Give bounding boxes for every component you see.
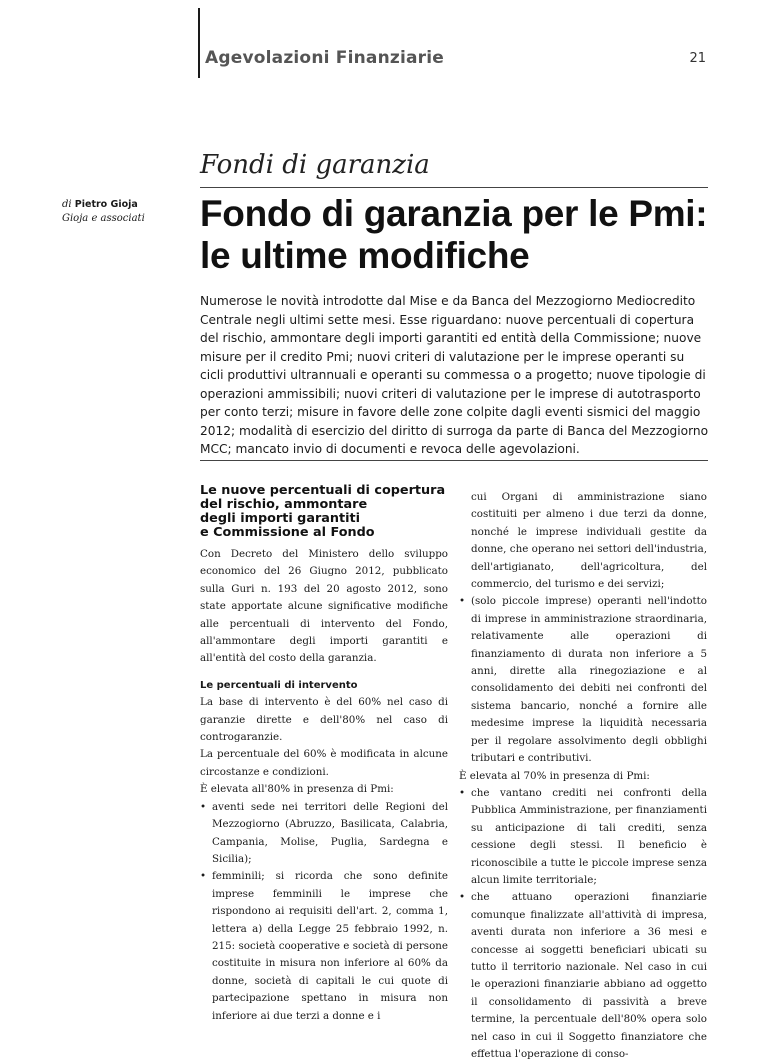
list-item: • femminili; si ricorda che sono definite imprese femminili le imprese che rispondono ai requisiti dell'art. 2, comma 1, lettera a) della Legge 25 febbraio 1992, n. 215: società cooperative e società di persone costituite in misura non inferiore al 60% da donne, società di capitali le cui quote di partecipazione spettano in misura non inferiore ai due terzi a donne e i bbox=[200, 868, 448, 1025]
body-paragraph: È elevata all'80% in presenza di Pmi: bbox=[200, 783, 394, 796]
list-item: • che attuano operazioni finanziarie comunque finalizzate all'attività di impresa, aventi durata non inferiore a 36 mesi e concesse ai soggetti beneficiari ubicati su tutto il territorio nazionale. Nel caso in cui le operazioni finanziarie abbiano ad oggetto il consolidamento di passività a breve termine, la percentuale dell'80% opera solo nel caso in cui il Soggetto finanziatore che effettua l'operazione di conso- bbox=[459, 889, 707, 1063]
body-paragraph: Con Decreto del Ministero dello sviluppo economico del 26 Giugno 2012, pubblicato sulla Guri n. 193 del 20 agosto 2012, sono state apportate alcune significative modifiche alle percentuali di intervento del Fondo, all'ammontare degli importi garantiti e all'entità del costo della garanzia. bbox=[200, 548, 448, 665]
lead-divider bbox=[200, 460, 708, 461]
author-affiliation: Gioja e associati bbox=[62, 213, 145, 224]
rubric-divider bbox=[200, 187, 708, 188]
body-paragraph: La percentuale del 60% è modificata in alcune circostanze e condizioni. bbox=[200, 748, 448, 778]
body-paragraph: La base di intervento è del 60% nel caso di garanzie dirette e dell'80% nel caso di controgaranzie. bbox=[200, 696, 448, 744]
lead-paragraph: Numerose le novità introdotte dal Mise e da Banca del Mezzogiorno Mediocredito Centrale negli ultimi sette mesi. Esse riguardano: nuove percentuali di copertura del rischio, ammontare degli importi garantiti ed entità della Commissione; nuove misure per il credito Pmi; nuovi criteri di valutazione per le imprese operanti su cicli produttivi ultrannuali e operanti su commessa o a progetto; nuove tipologie di operazioni ammissibili; nuovi criteri di valutazione per le imprese di autotrasporto per conto terzi; misure in favore delle zone colpite dagli eventi sismici del maggio 2012; modalità di esercizio del diritto di surroga da parte di Banca del Mezzogiorno MCC; mancato invio di documenti e revoca delle agevolazioni. bbox=[200, 294, 709, 456]
list-item: • che vantano crediti nei confronti della Pubblica Amministrazione, per finanziamenti su anticipazione di tali crediti, senza cessione degli stessi. Il beneficio è riconoscibile a tutte le piccole imprese senza alcun limite territoriale; bbox=[459, 785, 707, 889]
article-title bbox=[200, 193, 720, 277]
author-by: di bbox=[62, 199, 72, 210]
author-block bbox=[62, 198, 145, 226]
section-heading-line: e Commissione al Fondo bbox=[200, 525, 375, 540]
section-heading-line: degli importi garantiti bbox=[200, 511, 361, 526]
title-line-2: le ultime modifiche bbox=[200, 235, 530, 276]
body-paragraph: È elevata al 70% in presenza di Pmi: bbox=[459, 769, 650, 782]
list-item: • (solo piccole imprese) operanti nell'indotto di imprese in amministrazione straordinaria, relativamente alle operazioni di finanziamento di durata non inferiore a 5 anni, dirette alla rinegoziazione e al consolidamento dei debiti nei confronti del sistema bancario, nonché a fornire alle medesime imprese la liquidità necessaria per il regolare assolvimento degli obblighi tributari e contributivi. bbox=[459, 593, 707, 767]
body-column-left bbox=[200, 484, 448, 1025]
list-item: • aventi sede nei territori delle Regioni del Mezzogiorno (Abruzzo, Basilicata, Calabria, Campania, Molise, Puglia, Sardegna e Sicilia); bbox=[200, 799, 448, 869]
section-heading bbox=[200, 484, 448, 540]
bullet-list-80 bbox=[200, 799, 448, 1025]
section-heading-line: Le nuove percentuali di copertura bbox=[200, 483, 446, 498]
subheading: Le percentuali di intervento bbox=[200, 679, 358, 691]
section-label: Agevolazioni Finanziarie bbox=[205, 48, 445, 68]
rubric-heading: Fondi di garanzia bbox=[200, 150, 430, 180]
title-line-1: Fondo di garanzia per le Pmi: bbox=[200, 193, 708, 234]
bullet-list-80-continued bbox=[459, 489, 707, 768]
author-name: Pietro Gioja bbox=[74, 199, 138, 210]
page-number: 21 bbox=[689, 51, 706, 66]
bullet-list-70 bbox=[459, 785, 707, 1063]
list-item-continued: cui Organi di amministrazione siano costituiti per almeno i due terzi da donne, nonché le imprese individuali gestite da donne, che operano nei settori dell'industria, dell'artigianato, dell'agricoltura, del commercio, del turismo e dei servizi; bbox=[471, 491, 707, 591]
section-heading-line: del rischio, ammontare bbox=[200, 497, 368, 512]
body-column-right bbox=[459, 489, 707, 1063]
header-vertical-rule bbox=[198, 8, 200, 78]
